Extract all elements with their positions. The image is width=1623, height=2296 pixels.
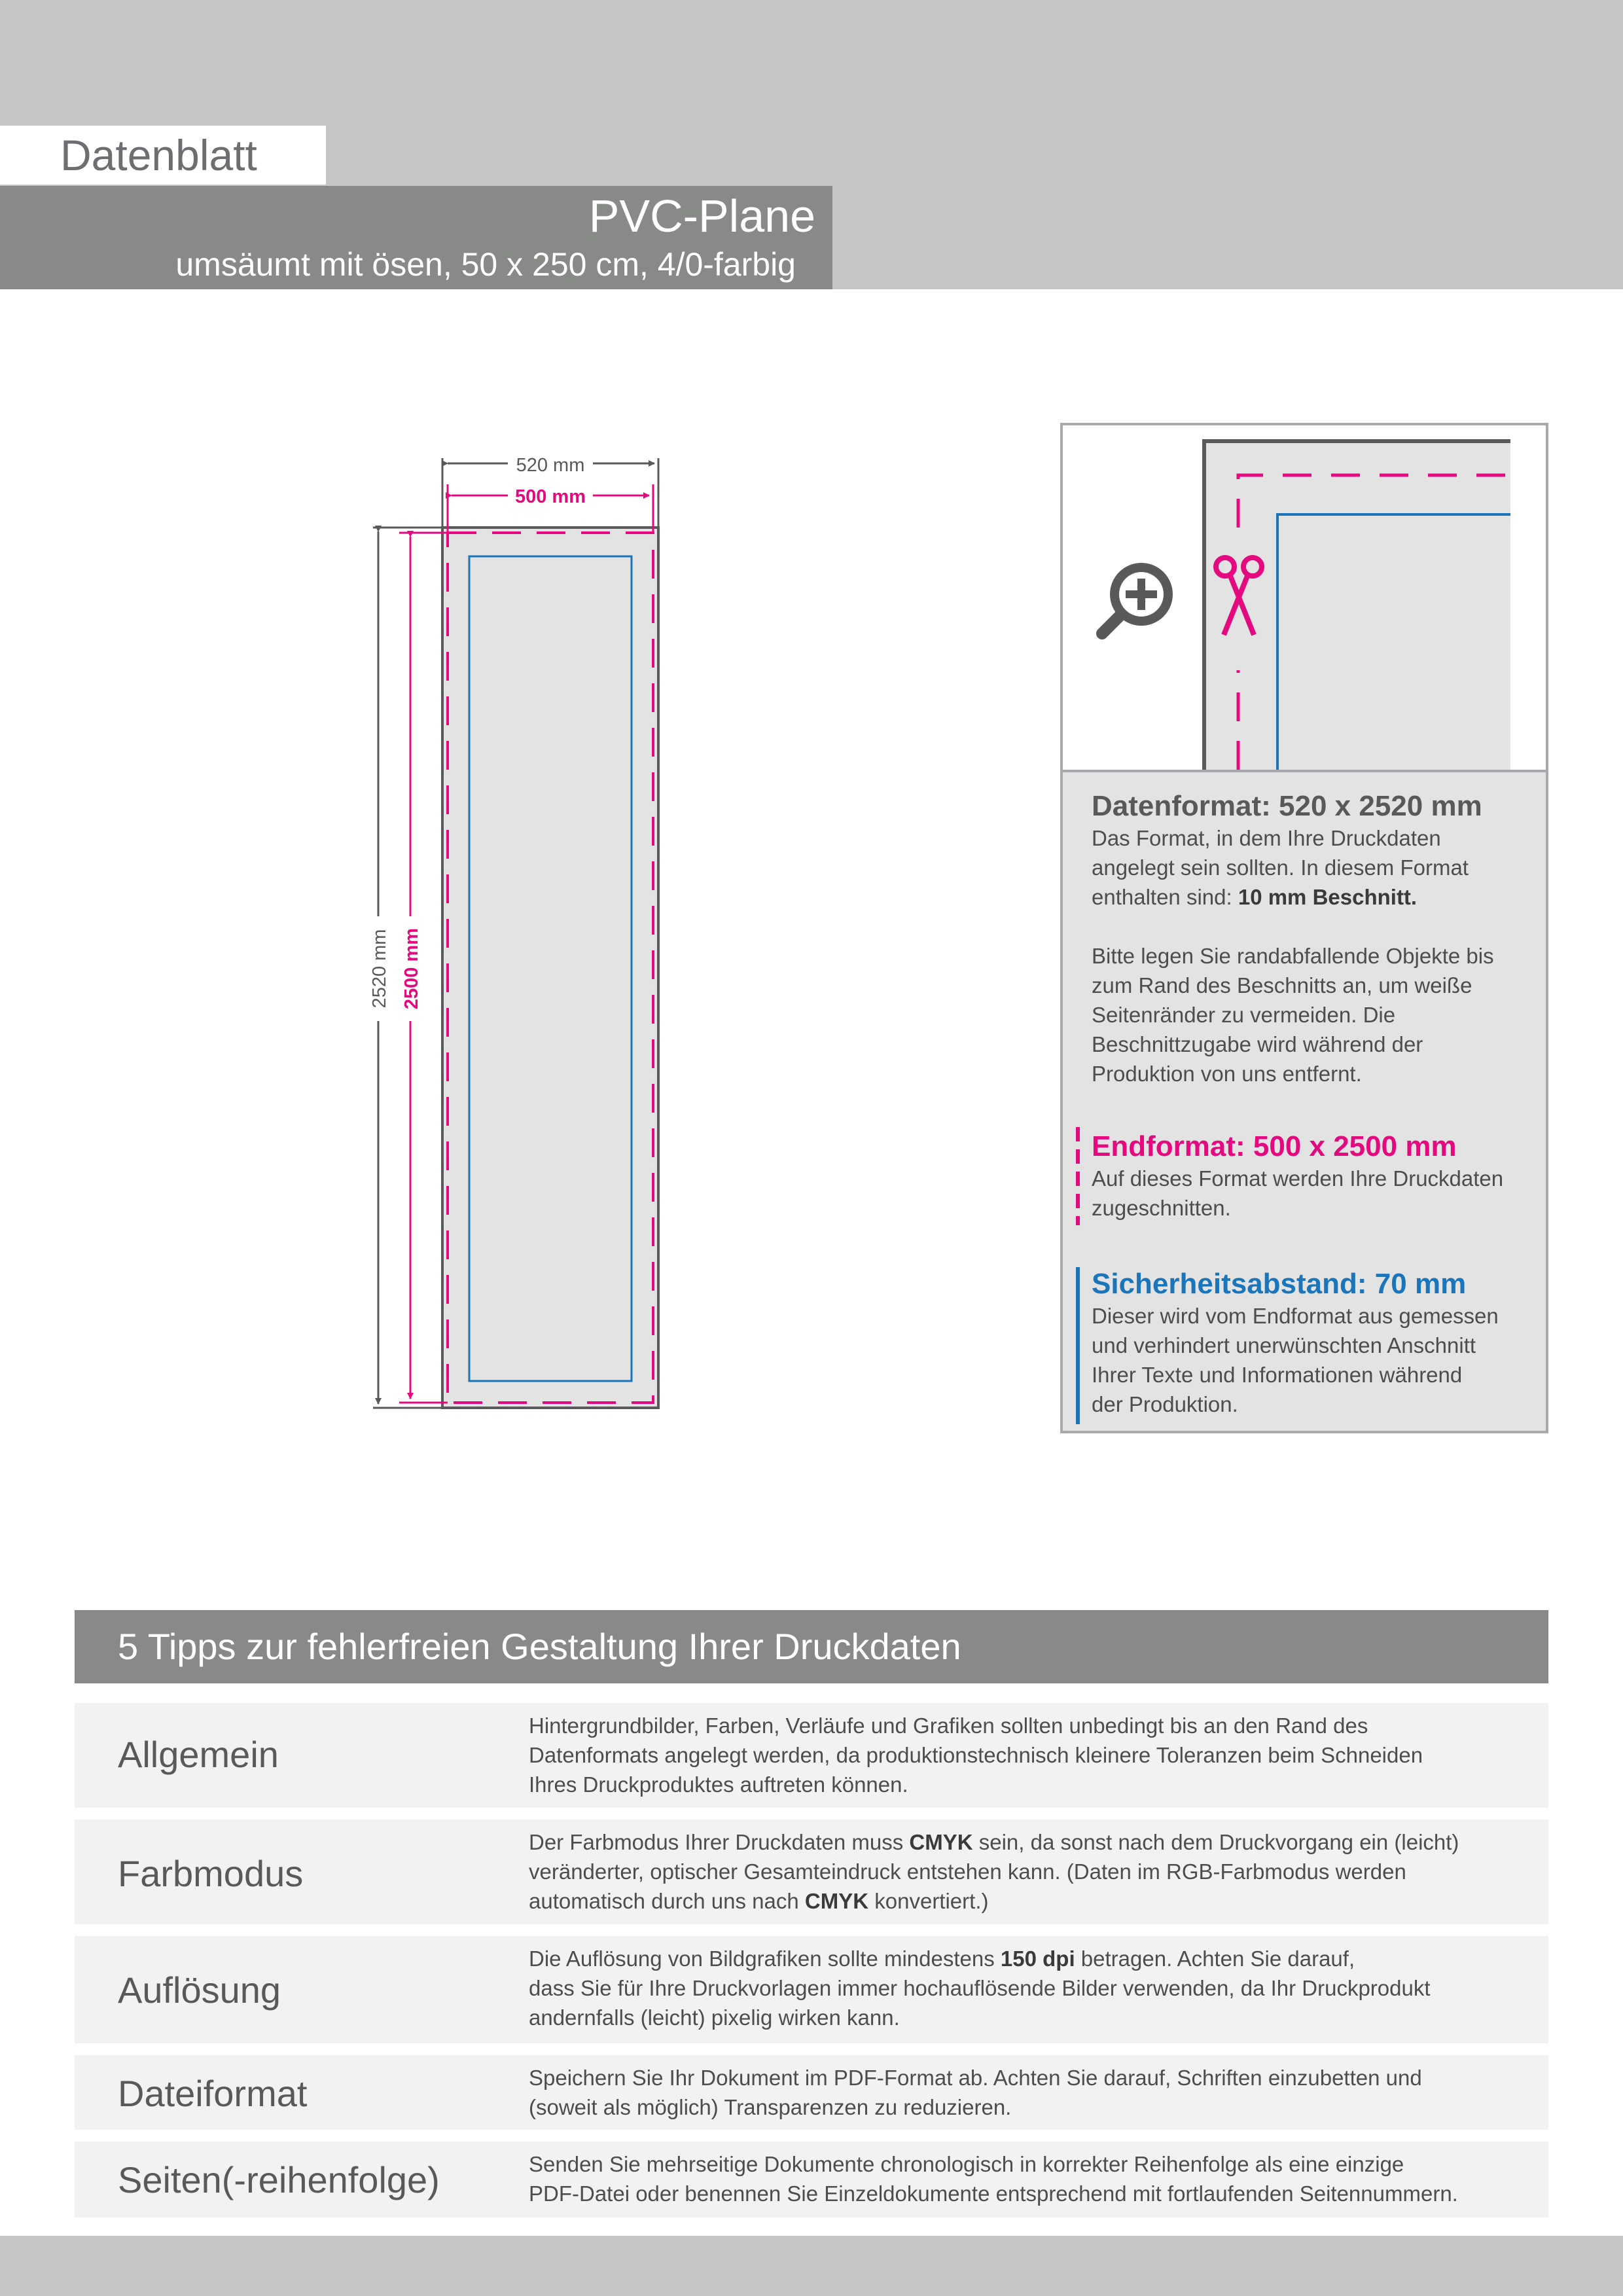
sicherheit-line: Dieser wird vom Endformat aus gemessen [1092,1304,1499,1328]
tip-line: Datenformats angelegt werden, da produktionstechnisch kleinere Toleranzen beim Schneiden [529,1743,1423,1767]
tip-line: veränderter, optischer Gesamteindruck entstehen kann. (Daten im RGB-Farbmodus werden [529,1859,1406,1884]
tip-line: Senden Sie mehrseitige Dokumente chronologisch in korrekter Reihenfolge als eine einzige [529,2152,1404,2176]
tip-label: Dateiformat [118,2073,308,2114]
tip-line-text: automatisch durch uns nach [529,1889,805,1913]
sicherheit-heading: Sicherheitsabstand: 70 mm [1092,1268,1467,1300]
sicherheit-line: und verhindert unerwünschten Anschnitt [1092,1333,1476,1357]
tip-text [529,1944,1537,2032]
tip-line [529,1886,1537,1916]
page-title: PVC-Plane [588,190,815,242]
tip-row-aufloesung [75,1936,1548,2043]
datenformat-line: Das Format, in dem Ihre Druckdaten [1092,826,1441,850]
tip-row-farbmodus [75,1820,1548,1924]
tip-line-text: Die Auflösung von Bildgrafiken sollte mindestens [529,1946,1001,1971]
datenformat-line [1092,882,1537,912]
endformat-marker [1076,1127,1080,1225]
tip-line: Hintergrundbilder, Farben, Verläufe und Grafiken sollten unbedingt bis an den Rand des [529,1713,1368,1738]
page-subtitle: umsäumt mit ösen, 50 x 250 cm, 4/0-farbig [175,246,796,283]
endformat-text [1092,1164,1537,1223]
doc-label: Datenblatt [0,126,326,185]
tip-label: Farbmodus [118,1853,304,1894]
tip-line: dass Sie für Ihre Druckvorlagen immer hochauflösende Bilder verwenden, da Ihr Druckprodukt [529,1976,1431,2000]
tip-label: Seiten(-reihenfolge) [118,2159,440,2200]
datenformat-block [1092,789,1537,1088]
tip-line-text: Der Farbmodus Ihrer Druckdaten muss [529,1830,910,1854]
tip-text [529,1827,1537,1916]
endformat-line: zugeschnitten. [1092,1196,1231,1220]
tip-line [529,1944,1537,1973]
tip-line: Speichern Sie Ihr Dokument im PDF-Format ab. Achten Sie darauf, Schriften einzubetten und [529,2066,1422,2090]
tip-line-text: sein, da sonst nach dem Druckvorgang ein (leicht) [972,1830,1459,1854]
tip-row-seiten [75,2142,1548,2217]
tip-line-text: betragen. Achten Sie darauf, [1075,1946,1355,1971]
tip-emphasis: CMYK [804,1889,869,1913]
datenformat-bleed: 10 mm Beschnitt. [1238,885,1418,909]
tip-text [529,1711,1537,1799]
datenformat-note [1092,941,1537,1088]
tip-emphasis: CMYK [909,1830,973,1854]
endformat-heading: Endformat: 500 x 2500 mm [1092,1130,1457,1162]
note-line: Produktion von uns entfernt. [1092,1062,1362,1086]
tip-line: (soweit als möglich) Transparenzen zu reduzieren. [529,2095,1012,2119]
tip-emphasis: 150 dpi [1000,1946,1075,1971]
data-format-area [442,528,658,1408]
zoom-detail [1063,425,1546,770]
note-line: zum Rand des Beschnitts an, um weiße [1092,973,1472,997]
bottom-band [0,2236,1623,2296]
width-data-label: 520 mm [516,455,585,476]
note-line: Bitte legen Sie randabfallende Objekte bis [1092,944,1494,968]
info-text [1063,770,1546,1431]
info-panel [1060,423,1548,1433]
height-end-label: 2500 mm [401,927,422,1010]
sicherheit-line: Ihrer Texte und Informationen während [1092,1363,1463,1387]
tip-label: Auflösung [118,1969,281,2011]
sicherheit-line: der Produktion. [1092,1392,1238,1416]
width-end-label: 500 mm [514,486,586,507]
tip-label: Allgemein [118,1734,279,1775]
zoom-in-icon [1102,563,1173,634]
datenformat-text [1092,823,1537,912]
endformat-block [1092,1130,1537,1223]
tip-row-allgemein [75,1703,1548,1808]
datenformat-line: angelegt sein sollten. In diesem Format [1092,855,1469,880]
tips-header: 5 Tipps zur fehlerfreien Gestaltung Ihrer Druckdaten [75,1610,1548,1683]
tip-text [529,2149,1537,2208]
height-data-label: 2520 mm [369,929,390,1009]
tip-line: PDF-Datei oder benennen Sie Einzeldokumente entsprechend mit fortlaufenden Seitennummern. [529,2181,1458,2206]
note-line: Seitenränder zu vermeiden. Die [1092,1003,1396,1027]
datenformat-line-text: enthalten sind: [1092,885,1238,909]
endformat-line: Auf dieses Format werden Ihre Druckdaten [1092,1166,1504,1191]
note-line: Beschnittzugabe wird während der [1092,1032,1423,1056]
tip-line [529,1827,1537,1857]
datenformat-heading: Datenformat: 520 x 2520 mm [1092,790,1482,822]
tip-line: Ihres Druckproduktes auftreten können. [529,1772,908,1797]
sicherheit-text [1092,1301,1537,1419]
tip-row-dateiformat [75,2055,1548,2130]
sicherheit-marker [1076,1267,1080,1424]
tip-line: andernfalls (leicht) pixelig wirken kann. [529,2005,900,2030]
tip-text [529,2063,1537,2122]
tip-line-text: konvertiert.) [868,1889,989,1913]
sicherheit-block [1092,1267,1537,1419]
